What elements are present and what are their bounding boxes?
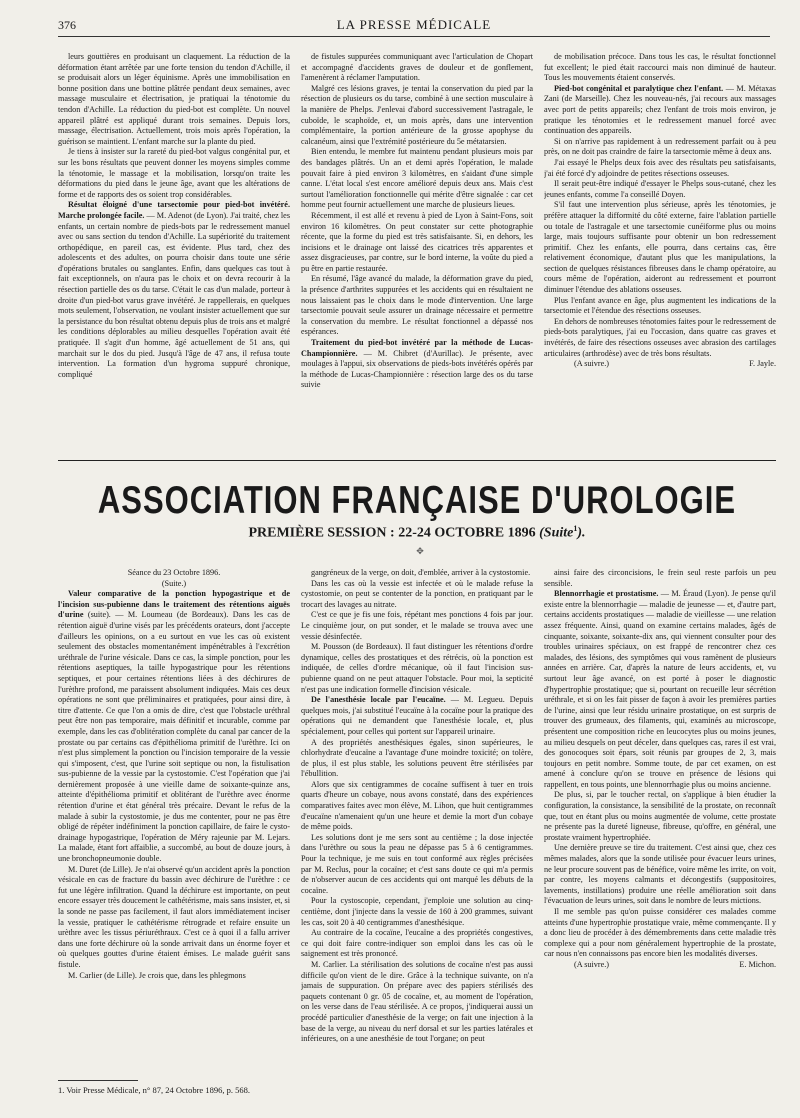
- paragraph: [544, 200, 776, 295]
- paragraph-text: (suite). — M. Loumeau (de Bordeaux). Dans les cas de rétention aiguë d'urine visés par les précédents orateurs, dont j'accepte d'ailleurs les opinions, on a eu surtout en vue les cas où existent seulement des obstacles momentanément impénétrables à l'excrétion uréthrale de l'urine vésicale. Dans ce cas, la simple ponction, pour les rétentions aseptiques, la taille hypogastrique pour les rétentions septiques, et pour certaines rétentions liées à des déchirures de l'urèthre profond, me paraissent absolument indiquées. Mais ces deux opérations ne sont que préliminaires et pratiquées, pour ainsi dire, à titre d'attente. Ce que l'on a omis de dire, c'est que l'obstacle uréthral peut être non pas temporaire, mais définitif et incurable, comme par exemple, dans les cas d'oblitération complète du canal par cancer de la prostate ou par certains cas d'épithélioma primitif de l'urèthre. Ici on n'est plus simplement la ponction ou l'incision temporaire de la vessie qui s'imposent, c'est, que l'urine soit septique ou non, la fistulisation sus-pubienne de la vessie par la cystostomie. C'est l'opération que j'ai dernièrement proposée à une vieille dame de soixante-quinze ans, atteinte d'épithélioma primitif et oblitérant de l'urèthre avec énorme rétention d'urine et état général très précaire. Devant le refus de la malade à subir la cystostomie, je dus me contenter, pour ne pas être obligé de répéter indéfiniment la ponction capillaire, de faire le cysto-drainage hypogastrique, l'opération de Méry rajeunie par M. Lejars. La malade, étant fort affaiblie, a succombé, au bout de douze jours, à une bronchopneumonie double.: [58, 610, 290, 864]
- paragraph: [544, 843, 776, 907]
- paragraph: [301, 52, 533, 84]
- section-heading: De l'anesthésie locale par l'eucaïne.: [311, 695, 446, 705]
- paragraph-text: En dehors de nombreuses ténotomies faites pour le redressement de pieds-bots paralytiques, j'ai eu l'occasion, dans quatre cas graves et invétérés, de faire des résections osseuses avec abrasion des cartilages articulaires (arthrodèse) avec de très bons résultats.: [544, 316, 776, 358]
- paragraph-text: Pour la cystoscopie, cependant, j'emploie une solution au cinq-centième, dont j'injecte dans la vessie de 160 à 200 grammes, suivant les cas, soit 20 à 40 centigrammes d'anesthésique.: [301, 896, 533, 927]
- paragraph-text: gangréneux de la verge, on doit, d'emblée, arriver à la cystostomie.: [311, 568, 531, 577]
- session-heading: [58, 524, 776, 542]
- session-line: PREMIÈRE SESSION : 22-24 OCTOBRE 1896: [248, 525, 536, 541]
- paragraph: [301, 695, 533, 737]
- footnote: 1. Voir Presse Médicale, n° 87, 24 Octobre 1896, p. 568.: [58, 1085, 250, 1095]
- paragraph: [58, 52, 290, 147]
- paragraph-text: Malgré ces lésions graves, je tentai la conservation du pied par la résection de plusieurs os du tarse, combiné à une section musculaire à la manière de Phelps. J'enlevai d'abord successivement l'astragale, le cuboïde, le scaphoïde, et, un mois après, dans une intervention complémentaire, la portion antérieure de la grosse apophyse du calcanéum, ainsi que l'extrémité postérieure du 5e métatarsien.: [301, 83, 533, 146]
- ornament: ✥: [416, 546, 424, 556]
- section-divider: [58, 460, 776, 461]
- paragraph: [301, 738, 533, 780]
- paragraph: [544, 960, 776, 971]
- paragraph: [301, 579, 533, 611]
- paragraph: [544, 790, 776, 843]
- section-heading: Valeur comparative de la ponction hypogastrique et de l'incision sus-pubienne dans le traitement des rétentions aiguës d'urine: [58, 589, 290, 620]
- paragraph-text: Récemment, il est allé et revenu à pied de Lyon à Saint-Fons, soit environ 16 kilomètres. On peut constater sur cette photographie récente, que la forme du pied est très satisfaisante. Si, en dehors, les incisions et le drainage ont laissé des cicatrices très apparentes et assez disgracieuses, par contre, sur le bord interne, la voûte du pied a pu être en partie restaurée.: [301, 210, 533, 273]
- paragraph-text: — M. Legueu. Depuis quelques mois, j'ai substitué l'eucaïne à la cocaïne pour la pratique des opérations qui ne demandent que l'anesthésie locale, et, plus spécialement, pour celles qui portent sur l'appareil urinaire.: [301, 695, 533, 736]
- paragraph-text: Les solutions dont je me sers sont au centième ; la dose injectée dans l'urèthre ou sous la peau ne dépasse pas 5 à 6 centigrammes. Pour la technique, je me suis en tout conformé aux règles précisées par M. Reclus, pour la cocaïne; et c'est sans doute ce qui m'a permis de n'observer aucun de ces accidents qui ont marqué les débuts de la cocaïne.: [301, 832, 533, 895]
- paragraph: [301, 568, 533, 579]
- section-heading: Traitement du pied-bot invétéré par la méthode de Lucas-Championnière.: [301, 338, 533, 358]
- paragraph-text: Dans les cas où la vessie est infectée et où le malade refuse la cystostomie, on peut se contenter de la ponction, en pratiquant par le trocart des lavages au nitrate.: [301, 578, 533, 609]
- lower-column-3: [544, 568, 776, 1068]
- paragraph: [544, 296, 776, 317]
- paragraph-text: Il me semble pas qu'on puisse considérer ces malades comme atteints d'une hypertrophie prostatique vraie, même commençante. Il y a donc lieu de procéder à des démembrements dans cette maladie très complexe qui a pour nom généralement hypertrophie de la prostate, car nous n'en connaissons pas encore bien les modalités diverses.: [544, 907, 776, 959]
- to-be-continued: (A suivre.): [574, 959, 610, 969]
- session-suite: (Suite: [539, 525, 574, 541]
- paragraph-text: ainsi faire des circoncisions, le frein seul reste parfois un peu sensible.: [544, 568, 776, 588]
- author-signature: F. Jayle.: [749, 359, 776, 369]
- paragraph: Séance du 23 Octobre 1896.: [127, 568, 221, 577]
- paragraph-text: — M. Adenot (de Lyon). J'ai traité, chez les enfants, un certain nombre de pieds-bots par le redressement manuel avec ou sans section du tendon d'Achille. La supériorité du traitement orthopédique, en pareil cas, est évidente. Plus tard, chez des adolescents et des adultes, on pourra choisir dans toute une série d'opérations brutales ou sanglantes. Enfin, dans quelques cas tout à fait exceptionnels, on n'aura pas le choix et on devra recourir à la résection partielle des os du tarse. C'était le cas d'un malade, porteur à droite d'un pied-bot varus grave invétéré. Je rappellerais, en quelques mots seulement, l'observation, ne voulant insister actuellement que sur la persistance du bon résultat obtenu depuis plus de trois ans et malgré les conditions déplorables au milieu desquelles l'opération avait été pratiquée. Il s'agit d'un homme, âgé actuellement de 51 ans, qui marchait sur le dos du pied. Jusqu'à l'âge de 47 ans, il refusa toute intervention. La formation d'un hygroma suppuré chronique, compliqué: [58, 210, 290, 379]
- paragraph-text: leurs gouttières en produisant un claquement. La réduction de la déformation étant arrêtée par une forte tension du tendon d'Achille, il se produisait alors un léger équinisme. Après une immobilisation en bonne position dans une bottine plâtrée pendant deux semaines, avec massage musculaire et électrisation, je pratiquai la ténotomie du tendon d'Achille. La réduction du pied-bot est complète. Un nouvel appareil plâtré est appliqué durant trois semaines. Depuis lors, massage, électrisation. Actuellement, trois mois après l'opération, la guérison se maintient. L'enfant marche sur la plante du pied.: [58, 52, 290, 146]
- paragraph-text: S'il faut une intervention plus sérieuse, après les ténotomies, je préfère attaquer la difformité du côté externe, faire l'ablation partielle ou totale de l'astragale et une tarsectomie cunéiforme plus ou moins large, mais toujours suffisante pour obtenir un bon redressement primitif. Chez les enfants, elle pourra, dans certains cas, être relativement économique, d'autant plus que les manipulations, la section de quelques résistances fibreuses dans le champ opératoire, au cours même de l'opération, aideront au redressement et pourront diminuer l'étendue des ablations osseuses.: [544, 200, 776, 295]
- section-heading: Blennorrhagie et prostatisme.: [554, 589, 659, 599]
- section-heading: Résultat éloigné d'une tarsectomie pour pied-bot invétéré. Marche prolongée facile.: [58, 200, 290, 220]
- paragraph: [544, 84, 776, 137]
- paragraph-text: M. Carlier. La stérilisation des solutions de cocaïne n'est pas aussi difficile qu'on vient de le dire. Grâce à la technique suivante, on n'a jamais de suppuration. On prépare avec des papiers stérilisés des paquets contenant 0 gr. 05 de cocaïne, et, au moment de l'opération, on les verse dans de l'eau stérilisée. A ce propos, j'indiquerai aussi un procédé particulier d'anesthésie de la verge; on fait une injection à la base de la verge, au niveau du nerf dorsal et sur les parties latérales et inférieures, on a une anesthésie de tout l'organe; on peut: [301, 959, 533, 1044]
- paragraph: [58, 200, 290, 380]
- section-heading: Pied-bot congénital et paralytique chez l'enfant.: [554, 83, 724, 93]
- footnote-ref: 1: [573, 524, 578, 533]
- paragraph-text: de mobilisation précoce. Dans tous les cas, le résultat fonctionnel fut excellent; le pied était raccourci mais non diminué de hauteur. Tous les mouvements étaient conservés.: [544, 52, 776, 83]
- paragraph-text: Je tiens à insister sur la rareté du pied-bot valgus congénital pur, et sur les bons résultats que peuvent donner les moyens simples comme la ténotomie, le massage et la mobilisation, lorsqu'on traite les déformations du pied dans le jeune âge, avant que les altérations de forme et de rapports des os soient trop considérables.: [58, 147, 290, 199]
- paragraph-text: Alors que six centigrammes de cocaïne suffisent à tuer en trois quarts d'heure un cobaye, nous avons constaté, dans des expériences comparatives faites avec mon élève, M. Lihon, que huit centigrammes d'eucaïne n'amenaient qu'un une heure et demie la mort d'un cobaye de même poids.: [301, 779, 533, 832]
- upper-article: [58, 52, 776, 452]
- upper-column-2: [301, 52, 533, 452]
- paragraph: [301, 274, 533, 338]
- paragraph-text: — M. Éraud (Lyon). Je pense qu'il existe entre la blennorrhagie — maladie de jeunesse — et, d'autre part, certains accidents prostatiques — maladie de vieillesse — une relation assez fréquente. Ainsi, quand on examine certains malades, âgés de cinquante, soixante, soixante-dix ans, qui viennent consulter pour des troubles urinaires spéciaux, on est frappé de rencontrer chez ces malades, des lésions, des symptômes qui vous ramènent de plusieurs années en arrière. Car, d'après la nature de leurs accidents, et, vu surtout leur âge avancé, on est porté à poser le diagnostic d'hypertrophie prostatique; que si, pourtant on recueille leur sécrétion uréthrale, et si on les fait pisser de façon à avoir les premières parties de l'urine, ainsi que leur résidu urinaire prostatique, on est surpris de trouver des grumeaux, des filaments, qui, examinés au microscope, présentent une composition riche en leucocytes plus ou moins jeunes, au milieu desquels on peut déceler, dans quelques cas, rares il est vrai, des gonocoques soit épars, soit réunis par groupes de 2, 3, mais toujours en petit nombre. Somme toute, de par cet examen, on est amené à conclure qu'on se trouve en présence de lésions qui rappellent, en tous points, une blennorrhagie plus ou moins ancienne.: [544, 589, 776, 789]
- paragraph-text: de fistules suppurées communiquant avec l'articulation de Chopart et accompagné d'accidents graves de douleur et de gonflement, l'amenèrent à réclamer l'amputation.: [301, 52, 533, 83]
- paragraph-text: J'ai essayé le Phelps deux fois avec des résultats peu satisfaisants, j'ai été forcé d'y adjoindre de petites résections osseuses.: [544, 157, 776, 178]
- paragraph: [544, 137, 776, 158]
- paragraph: [544, 589, 776, 790]
- page-header: [58, 14, 770, 37]
- lower-article: [58, 568, 776, 1068]
- paragraph: [301, 928, 533, 960]
- paragraph: [58, 971, 290, 982]
- to-be-continued: (A suivre.): [574, 359, 610, 369]
- paragraph-text: En résumé, l'âge avancé du malade, la déformation grave du pied, la présence d'arthrites suppurées et les accidents qui en résultaient ne nous laissaient pas le choix dans le mode d'intervention. Une large tarsectomie pouvait seule assurer un drainage nécessaire et permettre la conservation du membre. Le résultat fonctionnel a dépassé nos espérances.: [301, 274, 533, 337]
- paragraph: [544, 179, 776, 200]
- paragraph-text: M. Pousson (de Bordeaux). Il faut distinguer les rétentions d'ordre dynamique, celles des prostatiques et des rétrécis, où la ponction est indiquée, de celles d'ordre mécanique, où il faut l'incision sus-pubienne quand on ne peut attaquer l'obstacle. Pour moi, la septicité n'est pas une indication formelle d'incision vésicale.: [301, 642, 533, 694]
- paragraph: [544, 317, 776, 359]
- paragraph: [544, 359, 776, 370]
- paragraph-text: Bien entendu, le membre fut maintenu pendant plusieurs mois par des bandages plâtrés. Un an et demi après l'opération, le malade pouvait faire à pied environ 3 kilomètres, en s'aidant d'une simple canne. L'état local s'est encore amélioré depuis deux ans. Mais c'est surtout l'amélioration fonctionnelle qui mérite d'être signalée : car cet homme peut fournir actuellement une marche de plusieurs lieues.: [301, 147, 533, 210]
- paragraph: [544, 907, 776, 960]
- paragraph: [301, 642, 533, 695]
- paragraph-text: Il serait peut-être indiqué d'essayer le Phelps sous-cutané, chez les jeunes enfants, comme l'a conseillé Doyen.: [544, 179, 776, 199]
- page-number: 376: [58, 18, 76, 32]
- paragraph-text: M. Carlier (de Lille). Je crois que, dans les phlegmons: [68, 970, 246, 980]
- paragraph-text: De plus, si, par le toucher rectal, on s'applique à bien étudier la configuration, la consistance, la sensibilité de la prostate, on reconnaît que, tout en étant plus ou moins augmentée de volume, cette prostate ne présente pas la dureté ligneuse, fibreuse, qu'offre, en général, une prostate vraiment hypertrophiée.: [544, 790, 776, 842]
- paragraph: [301, 780, 533, 833]
- paragraph: [58, 589, 290, 864]
- paragraph: (Suite.): [161, 578, 187, 588]
- lower-column-1: [58, 568, 290, 1068]
- paragraph: [301, 833, 533, 897]
- paragraph: [544, 568, 776, 589]
- paragraph-text: — M. Métaxas Zani (de Marseille). Chez les nouveau-nés, j'ai recours aux massages avec port de petits appareils; chez l'enfant de trois mois environ, je pratique les ténotomies et le redressement manuel forcé avec continuation des appareils.: [544, 83, 776, 136]
- paragraph: [58, 865, 290, 971]
- paragraph-text: A des propriétés anesthésiques égales, sinon supérieures, le chlorhydrate d'eucaïne a l'avantage d'une moindre toxicité; on tolère, de plus, il est plus stable, les solutions peuvent être stérilisées par l'ébullition.: [301, 737, 533, 779]
- paragraph: [301, 211, 533, 275]
- lower-column-2: [301, 568, 533, 1068]
- author-signature: E. Michon.: [739, 959, 776, 969]
- association-title: ASSOCIATION FRANÇAISE D'UROLOGIE: [97, 478, 737, 522]
- paragraph-text: Si on n'arrive pas rapidement à un redressement parfait ou à peu près, on ne doit pas craindre de faire la tarsectomie même à deux ans.: [544, 136, 776, 157]
- paragraph-text: Plus l'enfant avance en âge, plus augmentent les indications de la tarsectomie et l'étendue des résections osseuses.: [544, 295, 776, 316]
- session-close: ).: [577, 525, 586, 541]
- paragraph-text: C'est ce que je fis une fois, répétant mes ponctions 4 fois par jour. Le cinquième jour, on put sonder, et le malade se trouva avec une vessie désinfectée.: [301, 610, 533, 641]
- paragraph-text: — M. Chibret (d'Aurillac). Je présente, avec moulages à l'appui, six observations de pieds-bots invétérés opérés par la méthode de Lucas-Championnière : résection large des os du tarse suivie: [301, 348, 533, 390]
- footnote-rule: [58, 1080, 138, 1081]
- upper-column-3: [544, 52, 776, 452]
- paragraph: [301, 896, 533, 928]
- paragraph: [301, 960, 533, 1045]
- paragraph: [301, 84, 533, 148]
- paragraph-text: Au contraire de la cocaïne, l'eucaïne a des propriétés congestives, ce qui doit faire contre-indiquer son emploi dans les cas où le saignement est très prononcé.: [301, 928, 533, 959]
- upper-column-1: [58, 52, 290, 452]
- paragraph: [58, 147, 290, 200]
- journal-title: LA PRESSE MÉDICALE: [336, 17, 492, 32]
- paragraph-text: Une dernière preuve se tire du traitement. C'est ainsi que, chez ces mêmes malades, alors que la sonde utilisée pour évacuer leurs urines, ne leur procure souvent pas de bénéfice, voire même les irrite, on voit, par contre, les moyens calmants et décongestifs (suppositoires, lavements, instillations) produire une réelle amélioration soit dans l'évacuation de leurs urines, soit dans le nombre de leurs mictions.: [544, 843, 776, 906]
- paragraph: [301, 610, 533, 642]
- paragraph: [544, 158, 776, 179]
- paragraph: [301, 338, 533, 391]
- paragraph: [544, 52, 776, 84]
- paragraph: [301, 147, 533, 211]
- paragraph-text: M. Duret (de Lille). Je n'ai observé qu'un accident après la ponction vésicale en cas de fracture du bassin avec déchirure de l'urèthre : ce fut une légère infiltration. Quand la déchirure est importante, on peut encore essayer très doucement le cathétérisme, mais sans insister, et, si la sonde ne passe pas facilement, il faut alors immédiatement inciser la vessie, pratiquer le cathétérisme rétrograde et refaire ensuite un urèthre avec les tissus périuréthraux. C'est ce à quoi il a fallu arriver dans une forte déchirure où la sonde arrivait dans un énorme foyer et où quelques gouttes d'urine étaient émises. Le malade guérit sans fistule.: [58, 864, 290, 969]
